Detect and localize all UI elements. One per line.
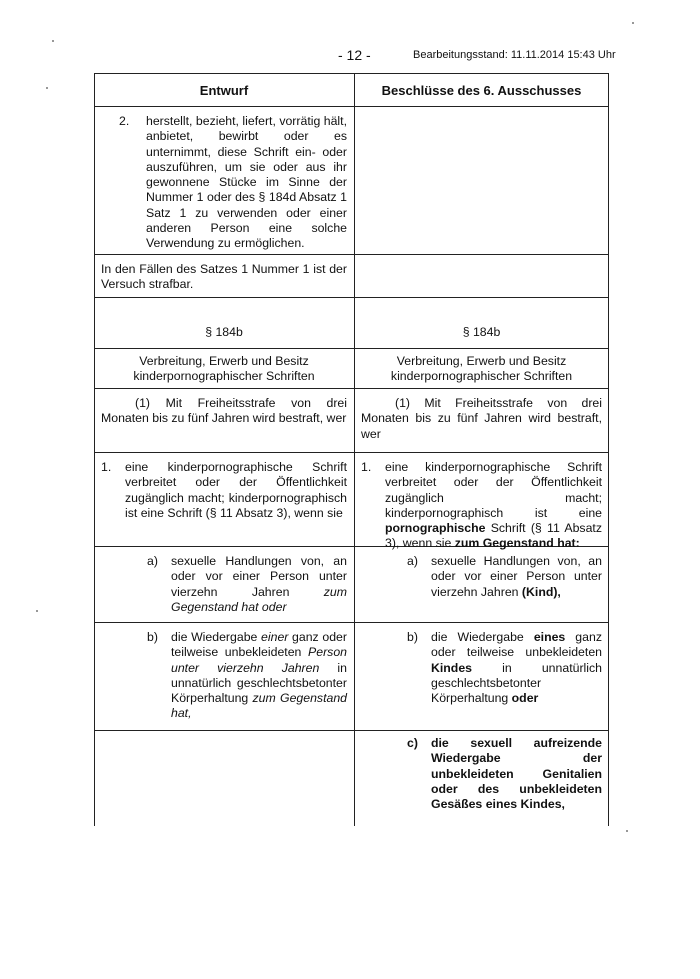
- column-header-resolutions: Beschlüsse des 6. Ausschusses: [381, 83, 582, 98]
- scan-speck: [36, 610, 38, 612]
- subitem-label: a): [407, 554, 418, 568]
- edit-status: Bearbeitungsstand: 11.11.2014 15:43 Uhr: [413, 49, 616, 61]
- comparison-table: [94, 73, 609, 826]
- subitem-label: c): [407, 736, 418, 750]
- item-text: eine kinderpornographische Schrift verbreitet oder der Öffentlichkeit zugänglich macht; kinderpornographisch ist eine pornographische Schrift (§ 11 Absatz 3), wenn sie zum Gegenstand hat:: [385, 460, 602, 551]
- scan-speck: [52, 40, 54, 42]
- subitem-text: die sexuell aufreizende Wiedergabe der unbekleideten Genitalien oder des unbekleideten Gesäßes eines Kindes,: [431, 736, 602, 812]
- draft-attempt-clause: In den Fällen des Satzes 1 Nummer 1 ist der Versuch strafbar.: [101, 262, 347, 292]
- resolution-item-1: [361, 460, 602, 552]
- scan-speck: [626, 830, 628, 832]
- draft-section-number: § 184b: [205, 325, 243, 339]
- resolution-subitem-a: [361, 554, 602, 600]
- row-divider: [95, 388, 608, 389]
- resolution-subitem-b: [361, 630, 602, 706]
- item-number: 2.: [119, 114, 130, 128]
- draft-section-title: Verbreitung, Erwerb und Besitz kinderpornographischer Schriften: [133, 354, 315, 384]
- subitem-label: b): [147, 630, 158, 644]
- column-divider: [354, 74, 355, 826]
- subitem-text: sexuelle Handlungen von, an oder vor einer Person unter vierzehn Jahren zum Gegenstand hat oder: [171, 554, 347, 614]
- item-number: 1.: [361, 460, 372, 474]
- row-divider: [95, 297, 608, 298]
- row-divider: [95, 730, 608, 731]
- item-text: eine kinderpornographische Schrift verbreitet oder der Öffentlichkeit zugänglich macht; kinderpornographisch ist eine Schrift (§ 11 Absatz 3), wenn sie: [125, 460, 347, 520]
- subitem-text: die Wiedergabe eines ganz oder teilweise unbekleideten Kindes in unnatürlich geschlechtsbetonter Körperhaltung oder: [431, 630, 602, 706]
- resolution-section-number: § 184b: [462, 325, 501, 339]
- column-header-draft: Entwurf: [199, 83, 249, 98]
- row-divider: [95, 254, 608, 255]
- subitem-label: b): [407, 630, 418, 644]
- row-divider: [95, 106, 608, 107]
- row-divider: [95, 348, 608, 349]
- row-divider: [95, 622, 608, 623]
- draft-item-1: [101, 460, 347, 521]
- draft-subitem-a: [101, 554, 347, 615]
- scan-speck: [632, 22, 634, 24]
- draft-subitem-b: [101, 630, 347, 722]
- draft-item-2: [101, 114, 347, 252]
- page-number: - 12 -: [338, 47, 371, 63]
- subitem-label: a): [147, 554, 158, 568]
- resolution-section-title: Verbreitung, Erwerb und Besitz kinderpornographischer Schriften: [390, 354, 573, 384]
- item-number: 1.: [101, 460, 112, 474]
- row-divider: [95, 452, 608, 453]
- subitem-text: die Wiedergabe einer ganz oder teilweise unbekleideten Person unter vierzehn Jahren in unnatürlich geschlechtsbetonter Körperhaltung zum Gegenstand hat,: [171, 630, 348, 721]
- item-text: herstellt, bezieht, liefert, vorrätig hält, anbietet, bewirbt oder es unternimmt, diese Schrift ein- oder auszuführen, um sie oder aus ihr gewonnene Stücke im Sinne der Nummer 1 oder des § 184d Absatz 1 Satz 1 zu verwenden oder einer anderen Person eine solche Verwendung zu ermöglichen.: [146, 114, 347, 251]
- scan-speck: [46, 87, 48, 89]
- resolution-paragraph-1: (1) Mit Freiheitsstrafe von drei Monaten bis zu fünf Jahren wird bestraft, wer: [361, 396, 602, 441]
- subitem-text: sexuelle Handlungen von, an oder vor einer Person unter vierzehn Jahren (Kind),: [431, 554, 602, 599]
- resolution-subitem-c: [361, 736, 602, 812]
- draft-paragraph-1: (1) Mit Freiheitsstrafe von drei Monaten bis zu fünf Jahren wird bestraft, wer: [101, 396, 347, 426]
